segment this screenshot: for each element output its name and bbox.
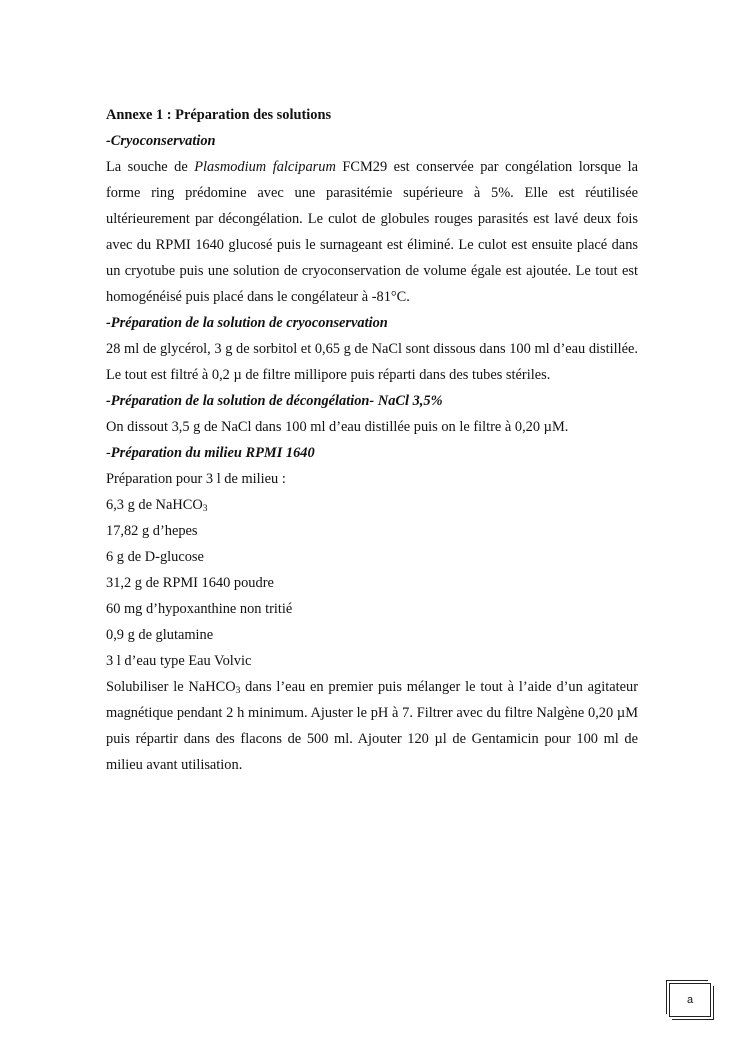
final-text-rest: dans l’eau en premier puis mélanger le tout à l’aide d’un agitateur magnétique pendant 2 h minimum. Ajuster le pH à 7. Filtrer avec du filtre Nalgène 0,20 µM puis répartir dans des flacons de 500 ml. Ajouter 120 µl de Gentamicin pour 100 ml de milieu avant utilisation. (106, 679, 638, 773)
ingredient-item: 31,2 g de RPMI 1640 poudre (106, 575, 274, 591)
ingredient-nahco3: 6,3 g de NaHCO (106, 497, 203, 513)
document-body (106, 102, 638, 778)
ingredient-item: 6 g de D-glucose (106, 549, 204, 565)
ingredient-item: 60 mg d’hypoxanthine non tritié (106, 601, 293, 617)
ingredient-item: 17,82 g d’hepes (106, 523, 198, 539)
rpmi-heading-dash: - (106, 445, 111, 461)
cryo-solution-heading: -Préparation de la solution de cryoconservation (106, 315, 388, 331)
ingredient-item (106, 492, 638, 518)
final-text-start: Solubiliser le NaHCO (106, 679, 236, 695)
cryo-solution-paragraph: 28 ml de glycérol, 3 g de sorbitol et 0,65 g de NaCl sont dissous dans 100 ml d’eau distillée. Le tout est filtré à 0,2 µ de filtre millipore puis réparti dans des tubes stériles. (106, 341, 638, 383)
species-name: Plasmodium falciparum (194, 159, 336, 175)
cryo-text-start: La souche de (106, 159, 195, 175)
ingredient-item: 0,9 g de glutamine (106, 627, 214, 643)
rpmi-heading (106, 440, 638, 466)
cryoconservation-heading: -Cryoconservation (106, 133, 216, 149)
rpmi-heading-text: Préparation du milieu RPMI 1640 (110, 445, 315, 461)
thaw-solution-heading: -Préparation de la solution de décongélation- NaCl 3,5% (106, 393, 443, 409)
thaw-solution-paragraph: On dissout 3,5 g de NaCl dans 100 ml d’eau distillée puis on le filtre à 0,20 µM. (106, 419, 569, 435)
ingredient-item: 3 l d’eau type Eau Volvic (106, 653, 252, 669)
cryo-text-rest: FCM29 est conservée par congélation lorsque la forme ring prédomine avec une parasitémie supérieure à 5%. Elle est réutilisée ultérieurement par décongélation. Le culot de globules rouges parasités est lavé deux fois avec du RPMI 1640 glucosé puis le surnageant est éliminé. Le culot est ensuite placé dans un cryotube puis une solution de cryoconservation de volume égale est ajoutée. Le tout est homogénéisé puis placé dans le congélateur à -81°C. (106, 159, 638, 305)
page-number: a (669, 983, 711, 1017)
annex-title: Annexe 1 : Préparation des solutions (106, 107, 332, 123)
cryoconservation-paragraph (106, 154, 638, 310)
rpmi-final-paragraph (106, 674, 638, 778)
rpmi-intro: Préparation pour 3 l de milieu : (106, 471, 286, 487)
ingredient-nahco3-subscript: 3 (202, 504, 208, 514)
final-subscript: 3 (235, 686, 241, 696)
